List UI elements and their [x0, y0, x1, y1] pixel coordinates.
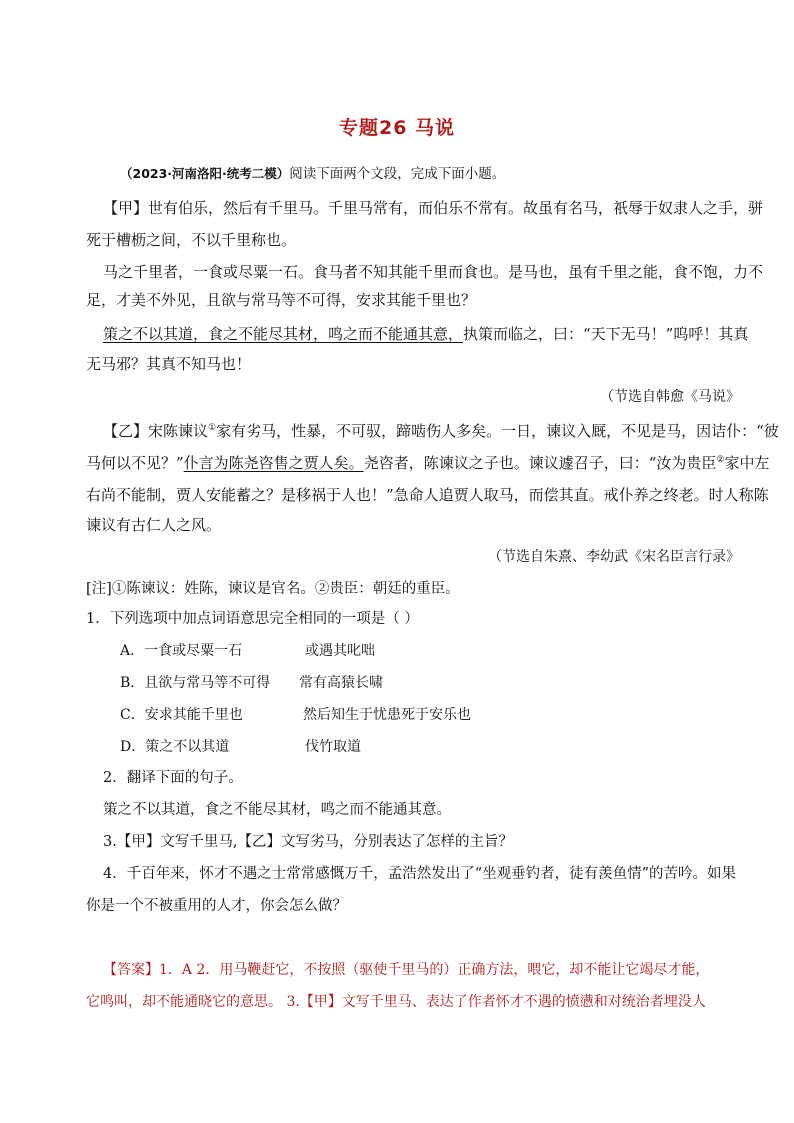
page-title: 专题26 马说	[338, 117, 456, 139]
answer-line2: 它鸣叫，却不能通晓它的意思。 3.【甲】文写千里马、表达了作者怀才不遇的愤懑和对统治者埋没人	[86, 994, 706, 1010]
option-b-left: B．且欲与常马等不可得	[120, 675, 271, 691]
question-4-line2: 你是一个不被重用的人才，你会怎么做？	[86, 898, 347, 914]
yi-line3: 右尚不能制，贾人安能蓄之？是移祸于人也！”急命人追贾人取马，而偿其直。戒仆养之终老。时人称陈	[86, 486, 769, 504]
jia-p3-line1: 策之不以其道，食之不能尽其材，鸣之而不能通其意，执策而临之，曰：“天下无马！”呜呼！其真	[103, 325, 749, 343]
question-2-sentence: 策之不以其道，食之不能尽其材，鸣之而不能通其意。	[103, 802, 451, 818]
option-c-right: 然后知生于忧患死于安乐也	[303, 707, 471, 723]
jia-source: （节选自韩愈《马说》	[600, 389, 740, 405]
underlined-sentence: 策之不以其道，食之不能尽其材，鸣之而不能通其意，	[103, 325, 464, 343]
instruction-text: 阅读下面两个文段，完成下面小题。	[289, 166, 506, 182]
intro-line	[120, 164, 505, 184]
question-2: 2．翻译下面的句子。	[103, 770, 243, 786]
yi-line1: 【乙】宋陈谏议①家有劣马，性暴，不可驭，蹄啮伤人多矣。一日，谏议入厩，不见是马，因诘仆：“彼	[103, 422, 779, 440]
underlined-sentence-2: 仆言为陈尧咨售之贾人矣。	[183, 454, 364, 472]
note-marker-1: ①	[208, 423, 217, 433]
option-b-right: 常有高猿长啸	[299, 675, 383, 691]
option-d-left: D．策之不以其道	[120, 739, 230, 755]
notes: [注]①陈谏议：姓陈，谏议是官名。②贵臣：朝廷的重臣。	[86, 581, 460, 597]
option-a-right: 或遇其叱咄	[305, 643, 375, 659]
answer-line1: 【答案】1．A 2．用马鞭赶它，不按照（驱使千里马的）正确方法，喂它，却不能让它竭尽才能，	[103, 962, 710, 978]
jia-p2-line1: 马之千里者，一食或尽粟一石。食马者不知其能千里而食也。是马也，虽有千里之能，食不饱，力不	[103, 263, 764, 281]
jia-p1-line2: 死于槽枥之间，不以千里称也。	[86, 231, 297, 249]
option-a-left: A．一食或尽粟一石	[120, 643, 243, 659]
jia-label: 【甲】	[103, 199, 149, 217]
question-3: 3.【甲】文写千里马,【乙】文写劣马，分别表达了怎样的主旨？	[103, 834, 513, 850]
jia-p3-line2: 无马邪？其真不知马也！	[86, 355, 252, 373]
yi-source: （节选自朱熹、李幼武《宋名臣言行录》	[488, 549, 740, 565]
yi-line4: 谏议有古仁人之风。	[86, 516, 222, 534]
jia-p2-line2: 足，才美不外见，且欲与常马等不可得，安求其能千里也？	[86, 291, 477, 309]
source-tag: （2023·河南洛阳·统考二模）	[120, 166, 290, 181]
note-marker-2: ②	[716, 455, 725, 465]
jia-p1-line1: 【甲】世有伯乐，然后有千里马。千里马常有，而伯乐不常有。故虽有名马，祇辱于奴隶人之手，骈	[103, 199, 764, 217]
question-4-line1: 4．千百年来，怀才不遇之士常常感慨万千，孟浩然发出了“坐观垂钓者，徒有羡鱼情”的苦吟。如果	[103, 866, 737, 882]
yi-label: 【乙】	[103, 422, 149, 440]
yi-line2: 马何以不见？”仆言为陈尧咨售之贾人矣。尧咨者，陈谏议之子也。谏议遽召子，曰：“汝为贵臣②家中左	[86, 454, 770, 472]
question-1: 1．下列选项中加点词语意思完全相同的一项是（ ）	[86, 611, 419, 627]
option-d-right: 伐竹取道	[305, 739, 361, 755]
option-c-left: C．安求其能千里也	[120, 707, 243, 723]
